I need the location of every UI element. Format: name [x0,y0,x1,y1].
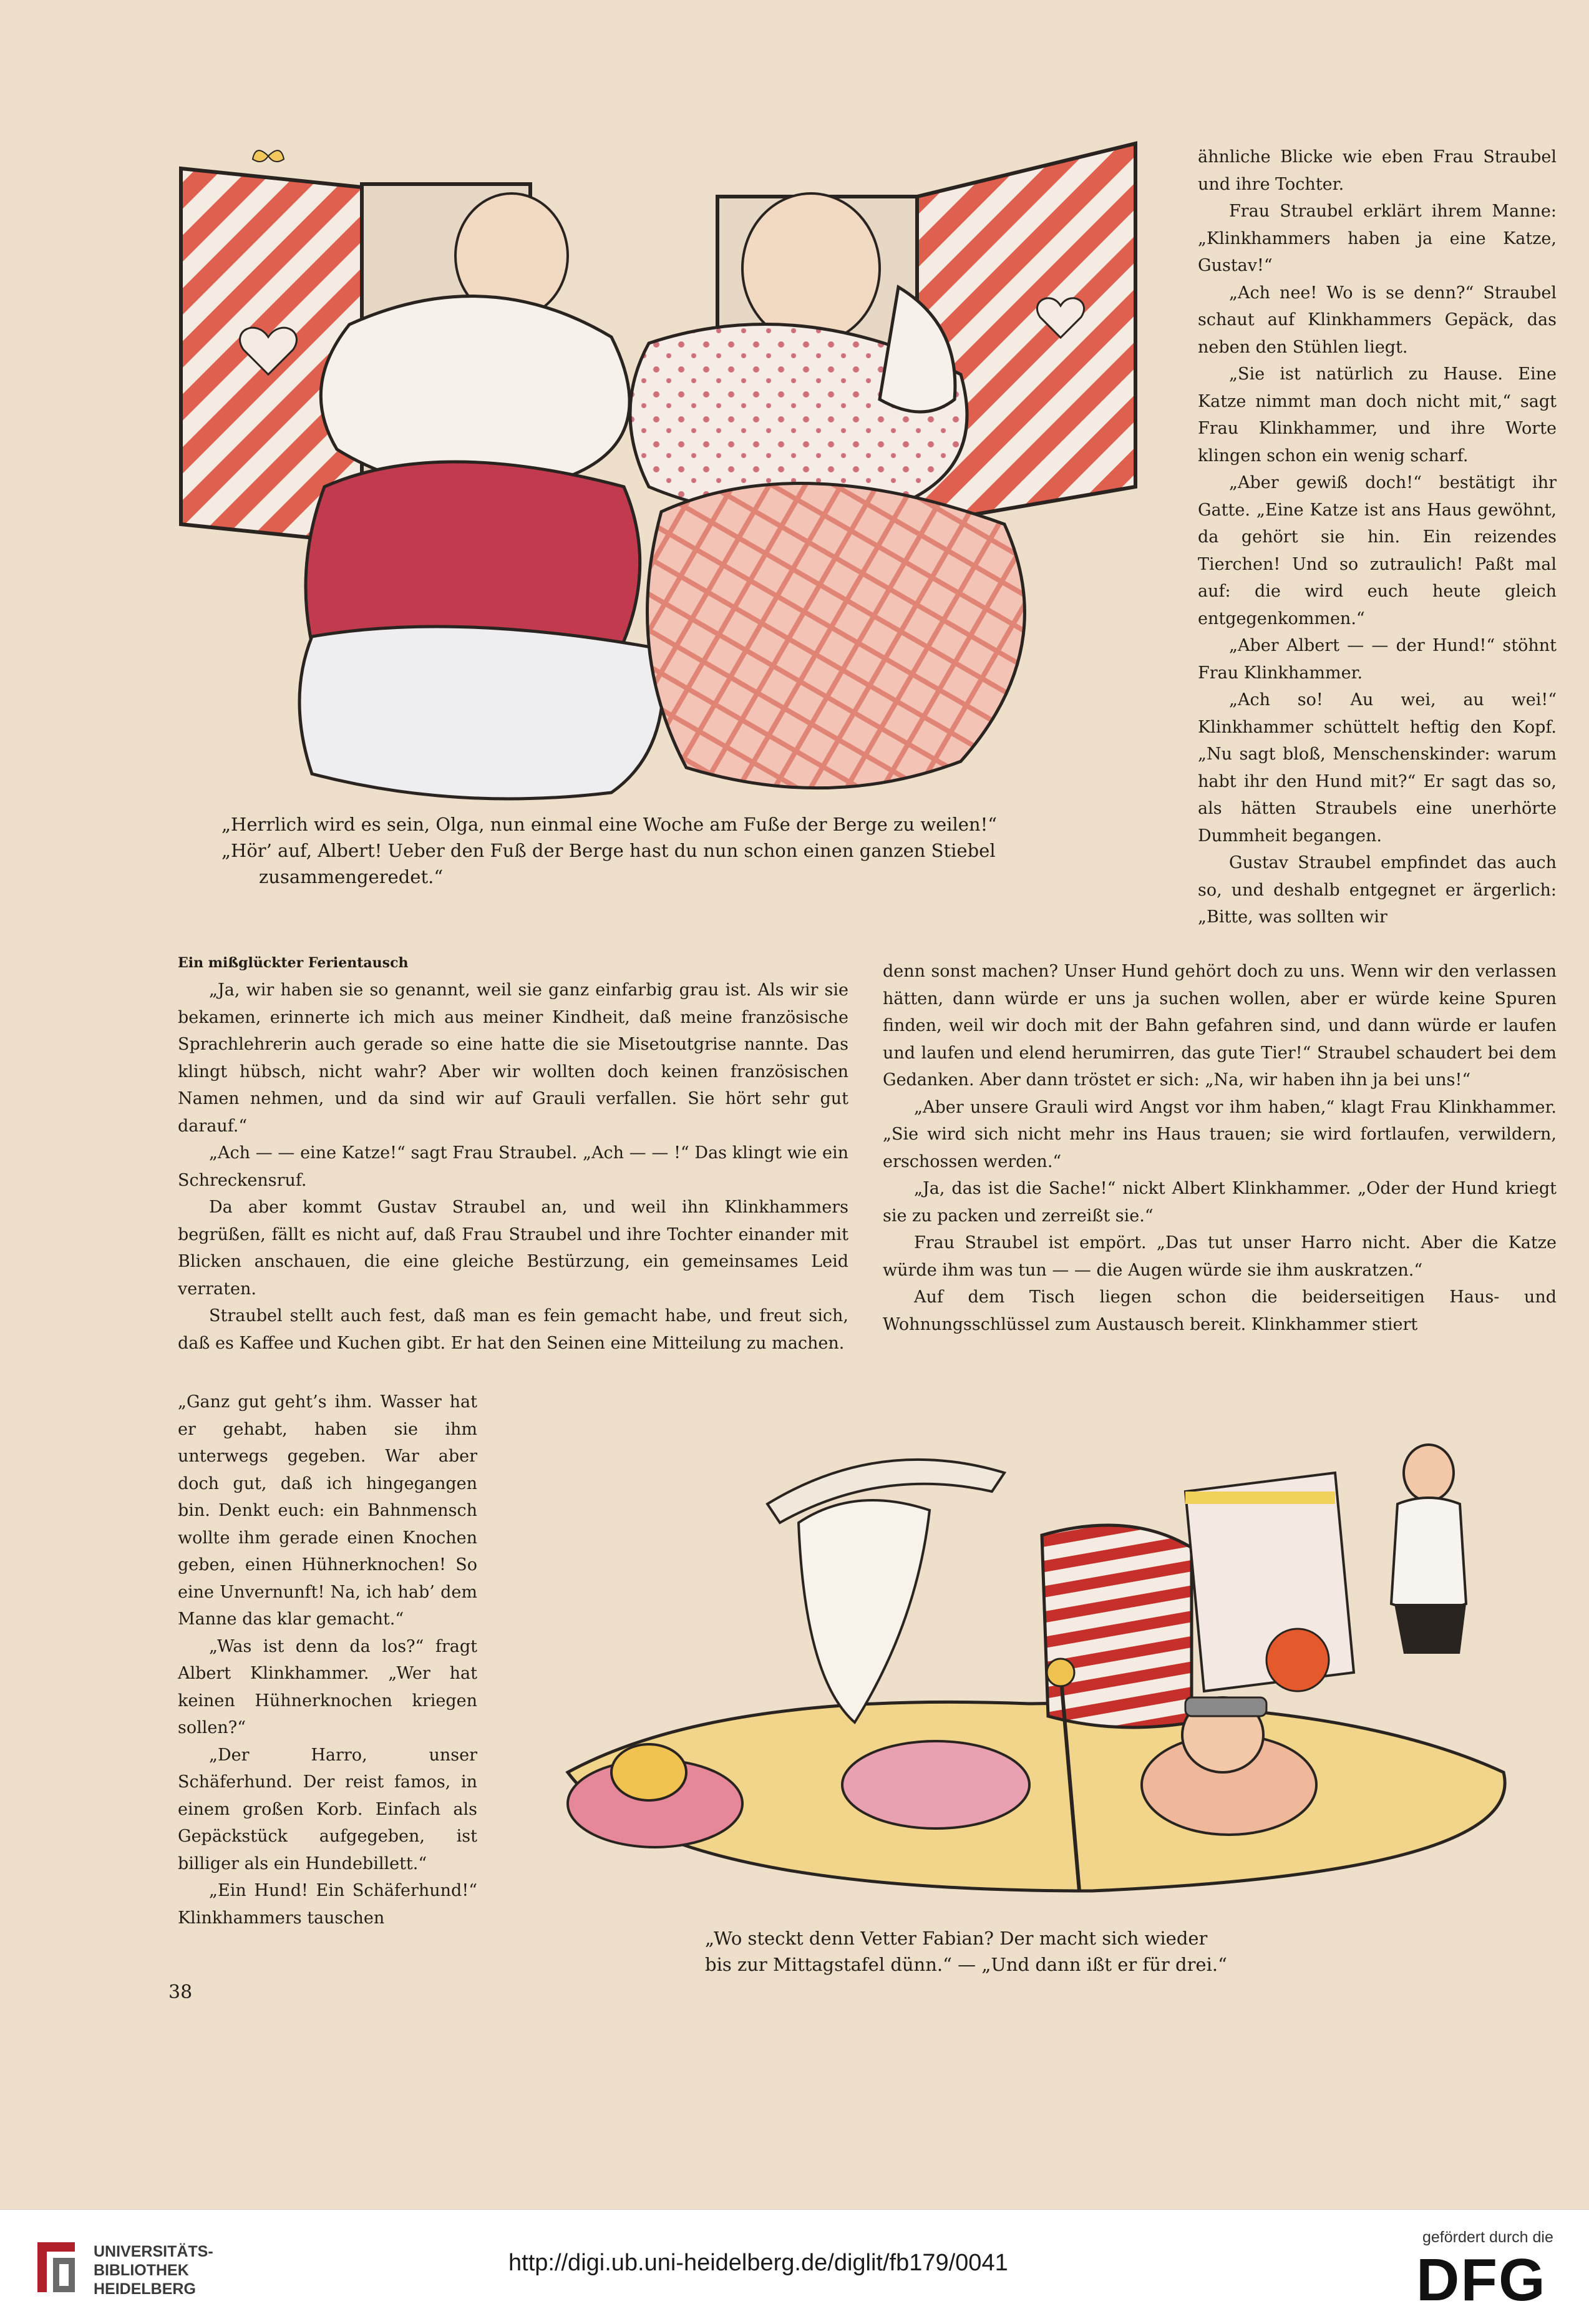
footer-bar [0,2209,1589,2324]
text-left-column: „Ja, wir haben sie so genannt, weil sie ganz einfarbig grau ist. Als wir sie bekamen, erinnerte ich mich aus meiner Kindheit, daß meine französische Sprachlehrerin auch gerade so eine hatte die sie Misetoutgrise nannte. Das klingt hübsch, nicht wahr? Aber wir wollten doch keinen französischen Namen nehmen, und da sind wir auf Grauli verfallen. Sie hört sehr gut darauf.“ „Ach — — eine Katze!“ sagt Frau Straubel. „Ach — — !“ Das klingt wie ein Schreckensruf. Da aber kommt Gustav Straubel an, und weil ihn Klinkhammers begrüßen, fällt es nicht auf, daß Frau Straubel und ihre Tochter einander mit Blicken anschauen, die eine gleiche Bestürzung, ein gemeinsames Leid verraten. Straubel stellt auch fest, daß man es fein gemacht habe, und freut sich, daß es Kaffee und Kuchen gibt. Er hat den Seinen eine Mitteilung zu machen. [178,980,848,1353]
university-logo-icon [25,2236,87,2298]
page-number: 38 [168,1981,193,2003]
caption-bottom: „Wo steckt denn Vetter Fabian? Der macht sich wieder bis zur Mittagstafel dünn.“ — „Und dann ißt er für drei.“ [705,1928,1227,1975]
caption-top: „Herrlich wird es sein, Olga, nun einmal eine Woche am Fuße der Berge zu weilen!“ „Hör’ auf, Albert! Ueber den Fuß der Berge hast du nun schon einen ganzen Stiebel zusammengeredet.“ [221,814,998,887]
illustration-beach [530,1398,1566,1897]
university-library-logo-text: UNIVERSITÄTS- BIBLIOTHEK HEIDELBERG [94,2243,213,2298]
dfg-logo: DFG [1416,2247,1547,2313]
illustration-windows [175,137,1148,818]
source-url[interactable]: http://digi.ub.uni-heidelberg.de/diglit/fb179/0041 [508,2250,1008,2276]
text-left-narrow: „Ganz gut geht’s ihm. Wasser hat er gehabt, haben sie ihm unterwegs gegeben. War aber doch gut, daß ich hingegangen bin. Denkt euch: ein Bahnmensch wollte ihm gerade einen Knochen geben, einen Hühnerknochen! So eine Unvernunft! Na, ich hab’ dem Manne das klar gemacht.“ „Was ist denn da los?“ fragt Albert Klinkhammer. „Wer hat keinen Hühnerknochen kriegen sollen?“ „Der Harro, unser Schäferhund. Der reist famos, in einem großen Korb. Einfach als Gepäckstück aufgegeben, ist billiger als ein Hundebillett.“ „Ein Hund! Ein Schäferhund!“ Klinkhammers tauschen [178,1392,477,1928]
section-heading: Ein mißglückter Ferientausch [178,955,409,971]
text-right-middle: denn sonst machen? Unser Hund gehört doch zu uns. Wenn wir den verlassen hätten, dann würde er uns ja suchen wollen, aber er würde keine Spuren finden, weil wir doch mit der Bahn gefahren sind, und dann würde er laufen und laufen und elend herumirren, das gute Tier!“ Straubel schaudert bei dem Gedanken. Aber dann tröstet er sich: „Na, wir haben ihn ja bei uns!“ „Aber unsere Grauli wird Angst vor ihm haben,“ klagt Frau Klinkhammer. „Sie wird sich nicht mehr ins Haus trauen; sie wird fortlaufen, verwildern, erschossen werden.“ „Ja, das ist die Sache!“ nickt Albert Klinkhammer. „Oder der Hund kriegt sie zu packen und zerreißt sie.“ Frau Straubel ist empört. „Das tut unser Harro nicht. Aber die Katze würde ihm was tun — — die Augen würde sie ihm auskratzen.“ Auf dem Tisch liegen schon die beiderseitigen Haus- und Wohnungsschlüssel zum Austausch bereit. Klinkhammer stiert [883,962,1557,1334]
text-right-top: ähnliche Blicke wie eben Frau Straubel und ihre Tochter. Frau Straubel erklärt ihrem Manne: „Klinkhammers haben ja eine Katze, Gustav!“ „Ach nee! Wo is se denn?“ Straubel schaut auf Klinkhammers Gepäck, das neben den Stühlen liegt. „Sie ist natürlich zu Hause. Eine Katze nimmt man doch nicht mit,“ sagt Frau Klinkhammer, und ihre Worte klingen schon ein wenig scharf. „Aber gewiß doch!“ bestätigt ihr Gatte. „Eine Katze ist ans Haus gewöhnt, da gehört sie hin. Ein reizendes Tierchen! Und so zutraulich! Paßt mal auf: die wird euch heute gleich entgegenkommen.“ „Aber Albert — — der Hund!“ stöhnt Frau Klinkhammer. „Ach so! Au wei, au wei!“ Klinkhammer schüttelt heftig den Kopf. „Nu sagt bloß, Menschenskinder: warum habt ihr den Hund mit?“ Er sagt das so, als hätten Straubels eine unerhörte Dummheit begangen. Gustav Straubel empfindet das auch so, und deshalb entgegnet er ärgerlich: „Bitte, was sollten wir [1198,147,1557,927]
funded-by-label: gefördert durch die [1422,2229,1553,2246]
